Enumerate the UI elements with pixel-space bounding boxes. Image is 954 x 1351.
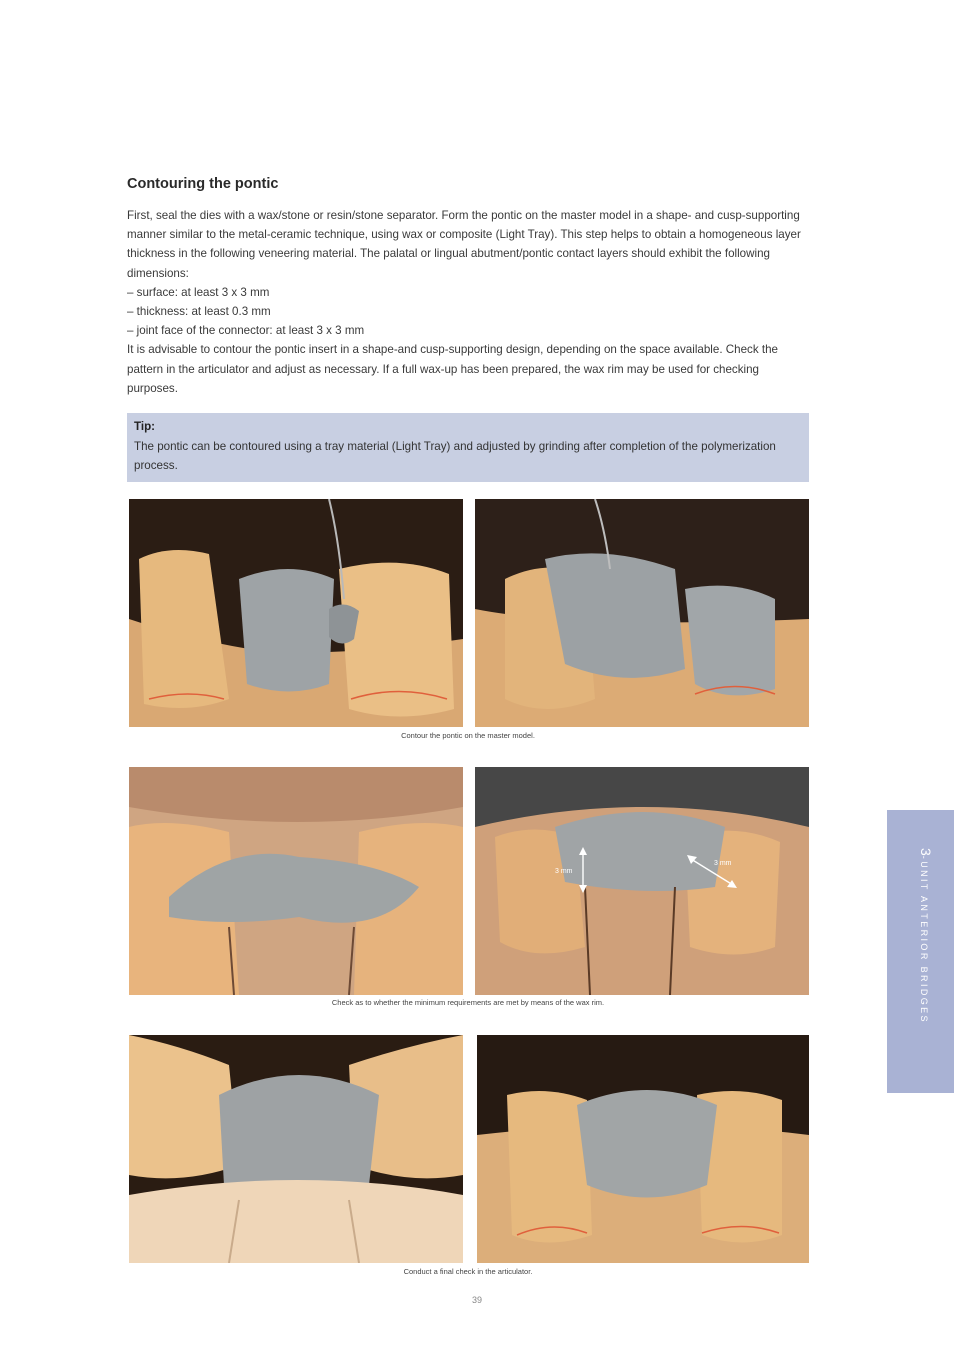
section-heading: Contouring the pontic [127,176,279,192]
intro-paragraph: First, seal the dies with a wax/stone or resin/stone separator. Form the pontic on the master model in a shape- and cusp-supporting manner similar to the metal-ceramic technique, using wax or composite (Light Tray). This step helps to obtain a homogeneous layer thickness in the following veneering material. The palatal or lingual abutment/pontic contact layers should exhibit the following dimensions: [127,209,801,280]
dimension-list [127,283,811,341]
photo-pontic-master-model-1 [129,499,463,727]
tip-label: Tip: [134,420,156,433]
photo-wax-rim-check-1 [129,767,463,995]
caption-row-2: Check as to whether the minimum requirements are met by means of the wax rim. [331,998,605,1007]
tip-box [127,413,809,482]
chapter-side-label [918,848,934,1024]
photo-articulator-check-2 [477,1035,811,1263]
photo-wax-rim-check-2 [475,767,809,995]
list-item: – surface: at least 3 x 3 mm [127,285,270,299]
measure-label-left: 3 mm [555,868,573,875]
chapter-title: -UNIT ANTERIOR BRIDGES [919,855,929,1024]
measure-label-right: 3 mm [714,860,732,867]
chapter-number: 3 [918,848,934,856]
page-number: 39 [471,1295,482,1305]
photo-articulator-check-1 [129,1035,463,1263]
body-text [127,206,811,398]
closing-paragraph: It is advisable to contour the pontic insert in a shape-and cusp-supporting design, depending on the space available. Check the pattern in the articulator and adjust as necessary. If a full wax-up has been prepared, the wax rim may be used for checking purposes. [127,343,778,395]
list-item: – thickness: at least 0.3 mm [127,305,271,319]
list-item: – joint face of the connector: at least 3 x 3 mm [127,324,365,338]
photo-pontic-master-model-2 [475,499,809,727]
caption-row-3: Conduct a final check in the articulator. [403,1267,533,1276]
tip-text: The pontic can be contoured using a tray material (Light Tray) and adjusted by grinding after completion of the polymerization process. [134,440,776,473]
caption-row-1: Contour the pontic on the master model. [401,731,535,740]
